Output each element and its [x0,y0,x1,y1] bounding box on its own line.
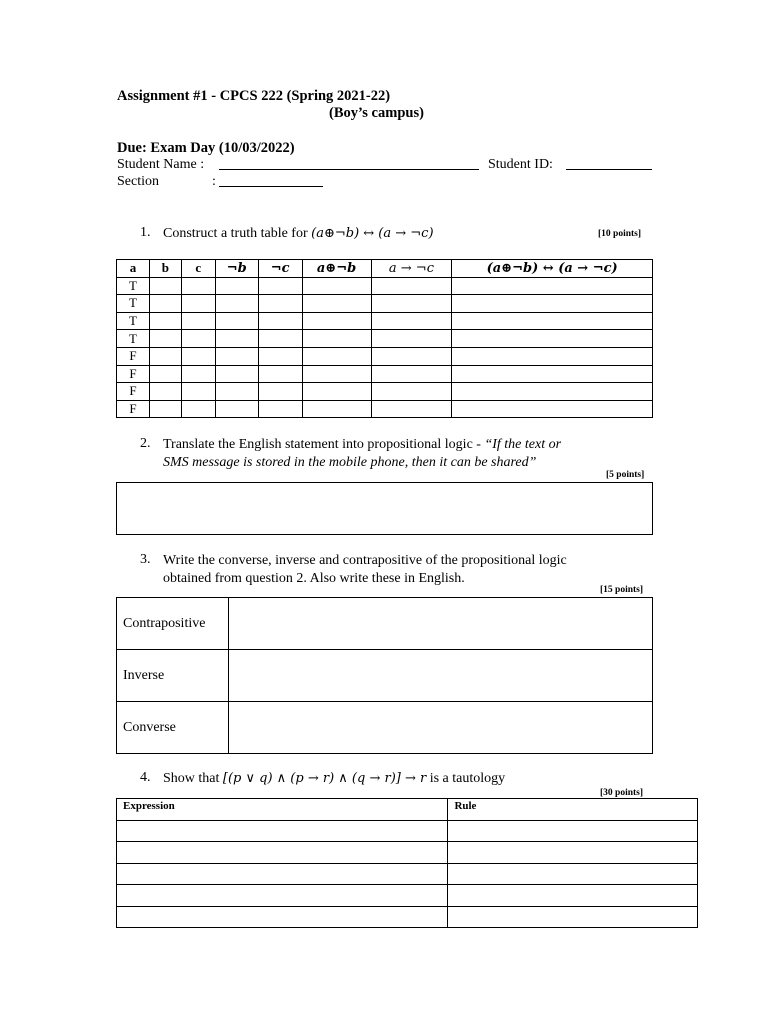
proof-table [116,798,698,928]
expression-cell[interactable] [117,821,448,842]
table-row [117,295,653,313]
q2-answer-box[interactable] [116,482,653,535]
answer-cell[interactable] [371,400,452,418]
converse-inverse-table [116,597,653,754]
row-label-inverse: Inverse [117,650,229,702]
truth-table-header [117,260,653,278]
answer-cell[interactable] [302,330,371,348]
rule-cell[interactable] [448,863,698,884]
q1-expression: (a⊕¬b) ↔ (a → ¬c) [311,226,434,241]
q1-number: 1. [140,225,151,240]
table-row [117,383,653,401]
table-row [117,365,653,383]
col-header: b [149,260,181,278]
q1-points: [10 points] [598,229,642,239]
answer-cell[interactable] [452,347,653,365]
answer-cell[interactable] [181,347,215,365]
answer-cell[interactable] [258,383,302,401]
q2-points: [5 points] [606,470,645,480]
rule-cell[interactable] [448,885,698,906]
answer-cell[interactable] [371,330,452,348]
table-row [117,650,653,702]
q2-prompt: Translate the English statement into propositional logic - [163,437,485,452]
answer-cell[interactable] [371,383,452,401]
row-label-converse: Converse [117,702,229,754]
table-row [117,885,698,906]
answer-cell[interactable] [371,365,452,383]
answer-cell[interactable] [452,400,653,418]
truth-table [116,259,653,418]
table-row [117,400,653,418]
q4-number: 4. [140,770,151,785]
q4-expression: [(p ∨ q) ∧ (p → r) ∧ (q → r)] → r [222,771,427,786]
answer-cell[interactable] [181,312,215,330]
answer-cell[interactable] [258,400,302,418]
answer-cell[interactable] [149,277,181,295]
expression-cell[interactable] [117,885,448,906]
col-header: ¬c [258,260,302,278]
student-id-label: Student ID: [488,157,553,172]
answer-cell[interactable] [215,365,258,383]
campus-subtitle: (Boy’s campus) [329,105,424,121]
rule-cell[interactable] [448,821,698,842]
col-header: a [117,260,150,278]
col-header: (a⊕¬b) ↔ (a → ¬c) [452,260,653,278]
table-row [117,277,653,295]
answer-cell[interactable] [452,295,653,313]
section-line[interactable] [219,175,323,187]
answer-cell[interactable] [302,347,371,365]
answer-cell[interactable] [181,295,215,313]
answer-cell[interactable] [302,365,371,383]
table-row [117,906,698,927]
answer-cell[interactable] [149,347,181,365]
col-header: ¬b [215,260,258,278]
table-row [117,598,653,650]
table-row [117,330,653,348]
answer-cell[interactable] [302,383,371,401]
answer-cell[interactable] [371,277,452,295]
truth-value: F [117,365,150,383]
table-row [117,821,698,842]
answer-cell[interactable] [452,277,653,295]
answer-cell[interactable] [149,312,181,330]
answer-cell[interactable] [371,312,452,330]
q3-points: [15 points] [600,585,644,595]
q4-suffix: is a tautology [426,771,506,786]
truth-value: T [117,277,150,295]
q2-number: 2. [140,436,151,451]
answer-cell[interactable] [181,330,215,348]
q2-quote-line2: SMS message is stored in the mobile phone, then it can be shared” [163,455,537,470]
answer-cell[interactable] [452,383,653,401]
answer-cell[interactable] [181,400,215,418]
answer-cell[interactable] [181,277,215,295]
answer-cell[interactable] [149,330,181,348]
answer-cell[interactable] [258,365,302,383]
table-row [117,347,653,365]
section-colon: : [212,174,216,189]
answer-cell[interactable] [302,312,371,330]
section-label: Section [117,174,159,189]
proof-header-row [117,799,698,821]
q3-line2: obtained from question 2. Also write these in English. [163,571,465,586]
truth-value: T [117,295,150,313]
answer-cell[interactable] [371,295,452,313]
col-rule-header: Rule [448,799,698,821]
answer-cell[interactable] [149,383,181,401]
q3-line1: Write the converse, inverse and contrapositive of the propositional logic [163,553,567,568]
answer-cell[interactable] [215,400,258,418]
answer-cell[interactable] [258,312,302,330]
answer-cell[interactable] [181,383,215,401]
col-expression-header: Expression [117,799,448,821]
student-name-line[interactable] [219,158,479,170]
col-header: c [181,260,215,278]
converse-answer[interactable] [228,702,652,754]
answer-cell[interactable] [452,330,653,348]
answer-cell[interactable] [181,365,215,383]
rule-cell[interactable] [448,906,698,927]
answer-cell[interactable] [258,330,302,348]
q2-text [163,436,653,472]
rule-cell[interactable] [448,842,698,863]
truth-value: T [117,312,150,330]
answer-cell[interactable] [302,295,371,313]
answer-cell[interactable] [258,277,302,295]
answer-cell[interactable] [215,347,258,365]
q3-number: 3. [140,552,151,567]
q3-text [163,552,653,588]
answer-cell[interactable] [215,312,258,330]
answer-cell[interactable] [215,330,258,348]
truth-value: F [117,400,150,418]
truth-value: F [117,347,150,365]
answer-cell[interactable] [452,365,653,383]
col-header: a⊕¬b [302,260,371,278]
expression-cell[interactable] [117,842,448,863]
truth-value: T [117,330,150,348]
q2-quote-line1: “If the text or [484,437,562,452]
table-row [117,842,698,863]
table-row [117,312,653,330]
table-row [117,863,698,884]
due-date: Due: Exam Day (10/03/2022) [117,140,295,156]
answer-cell[interactable] [302,400,371,418]
answer-cell[interactable] [371,347,452,365]
answer-cell[interactable] [452,312,653,330]
answer-cell[interactable] [149,295,181,313]
col-header: a → ¬c [371,260,452,278]
table-row [117,702,653,754]
expression-cell[interactable] [117,863,448,884]
answer-cell[interactable] [302,277,371,295]
truth-value: F [117,383,150,401]
answer-cell[interactable] [215,383,258,401]
answer-cell[interactable] [149,400,181,418]
q4-prompt: Show that [163,771,223,786]
answer-cell[interactable] [258,347,302,365]
inverse-answer[interactable] [228,650,652,702]
answer-cell[interactable] [215,277,258,295]
student-name-label: Student Name : [117,157,205,172]
expression-cell[interactable] [117,906,448,927]
student-id-line[interactable] [566,158,652,170]
row-label-contrapositive: Contrapositive [117,598,229,650]
assignment-title: Assignment #1 - CPCS 222 (Spring 2021-22) [117,88,391,104]
answer-cell[interactable] [149,365,181,383]
contrapositive-answer[interactable] [228,598,652,650]
answer-cell[interactable] [215,295,258,313]
q1-prompt: Construct a truth table for [163,226,312,241]
answer-cell[interactable] [258,295,302,313]
q1-text [163,225,434,243]
q4-text [163,770,505,788]
q4-points: [30 points] [600,788,644,798]
